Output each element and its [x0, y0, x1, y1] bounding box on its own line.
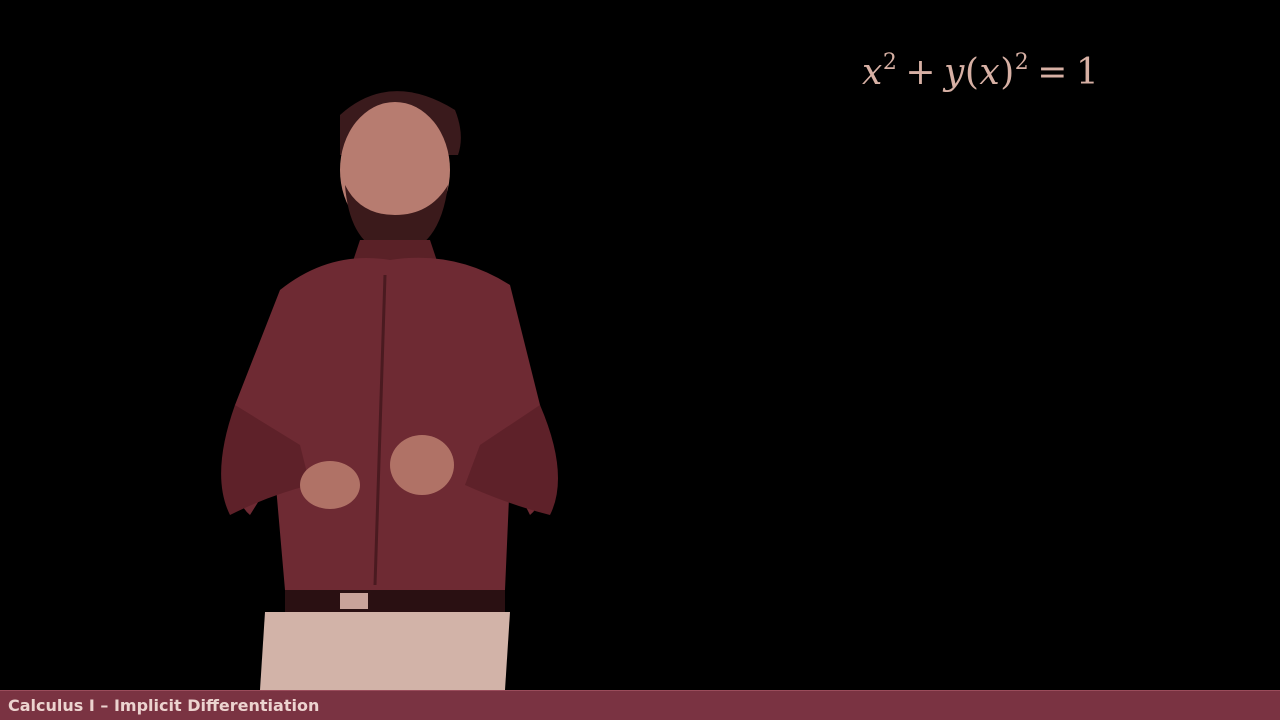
equation-exponent: 2 [882, 50, 898, 75]
footer-bar [0, 690, 1280, 720]
equation-var-x-arg: x [979, 52, 1001, 93]
presenter-shirt [232, 258, 545, 590]
presenter-belt [285, 590, 505, 612]
equation-var-x: x [862, 52, 883, 93]
equation-var-y: y [943, 52, 965, 93]
presenter-figure [190, 75, 590, 690]
presenter-hand-right [390, 435, 454, 495]
equation-display [862, 52, 1099, 93]
equation-exponent-2: 2 [1014, 50, 1030, 75]
course-title: Calculus I – Implicit Differentiation [8, 696, 320, 715]
equation-lparen: ( [964, 52, 980, 93]
presenter-hand-left [300, 461, 360, 509]
equation-equals: = [1037, 52, 1068, 93]
presenter-pants [260, 612, 510, 690]
equation-rparen: ) [1000, 52, 1015, 93]
equation-rhs: 1 [1075, 52, 1100, 93]
equation-plus: + [905, 52, 936, 93]
